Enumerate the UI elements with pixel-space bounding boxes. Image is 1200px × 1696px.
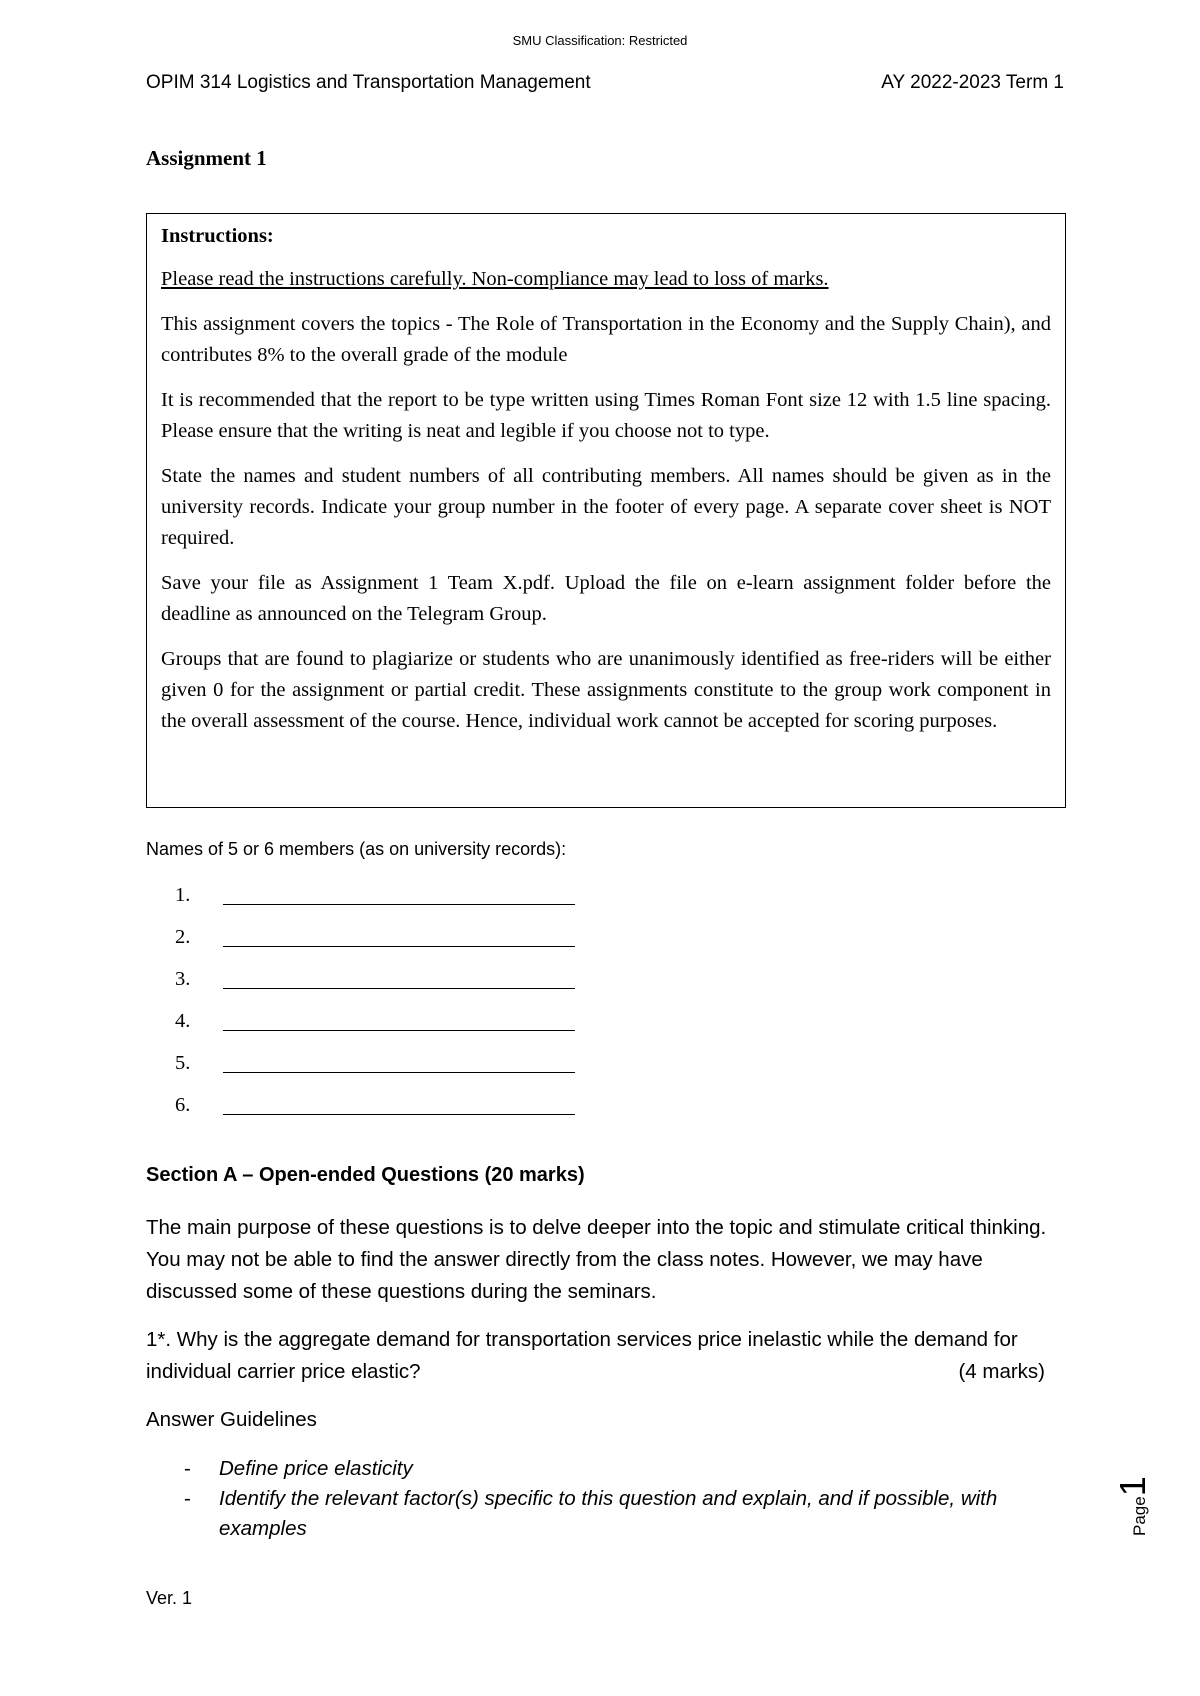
classification-label: SMU Classification: Restricted	[512, 33, 688, 48]
instructions-heading: Instructions:	[161, 225, 274, 247]
assignment-title: Assignment 1	[146, 146, 267, 170]
question-1	[146, 1324, 1066, 1388]
member-name-blank[interactable]	[223, 1010, 575, 1031]
member-entry	[175, 884, 575, 926]
members-list	[175, 884, 575, 1136]
member-entry	[175, 1094, 575, 1136]
member-number: 3.	[175, 968, 191, 990]
section-a-heading: Section A – Open-ended Questions (20 marks)	[146, 1164, 585, 1186]
member-number: 4.	[175, 1010, 191, 1032]
member-name-blank[interactable]	[223, 926, 575, 947]
course-title: OPIM 314 Logistics and Transportation Management	[146, 72, 591, 93]
instructions-paragraph: It is recommended that the report to be type written using Times Roman Font size 12 with 1.5 line spacing. Please ensure that the writing is neat and legible if you choose not to type.	[161, 389, 1051, 442]
answer-guidelines-list	[146, 1454, 1066, 1544]
member-entry	[175, 926, 575, 968]
instructions-box	[146, 213, 1066, 808]
dash-bullet-icon: -	[184, 1457, 191, 1480]
instructions-paragraph: Groups that are found to plagiarize or students who are unanimously identified as free-riders will be either given 0 for the assignment or partial credit. These assignments constitute to the group work component in the overall assessment of the course. Hence, individual work cannot be accepted for scoring purposes.	[161, 648, 1051, 732]
guideline-text: Identify the relevant factor(s) specific to this question and explain, and if possible, with examples	[219, 1487, 998, 1540]
member-name-blank[interactable]	[223, 1094, 575, 1115]
instructions-warning: Please read the instructions carefully. Non-compliance may lead to loss of marks.	[161, 268, 829, 290]
member-name-blank[interactable]	[223, 1052, 575, 1073]
answer-guidelines-label: Answer Guidelines	[146, 1408, 317, 1431]
question-1-text: 1*. Why is the aggregate demand for transportation services price inelastic while the demand for individual carrier price elastic?	[146, 1328, 1018, 1383]
guideline-text: Define price elasticity	[219, 1457, 413, 1480]
page-number-label	[1112, 1476, 1154, 1536]
guideline-item	[146, 1454, 1066, 1484]
member-name-blank[interactable]	[223, 968, 575, 989]
members-label: Names of 5 or 6 members (as on university records):	[146, 839, 567, 859]
member-entry	[175, 1010, 575, 1052]
member-number: 1.	[175, 884, 191, 906]
instructions-paragraph: This assignment covers the topics - The Role of Transportation in the Economy and the Supply Chain), and contributes 8% to the overall grade of the module	[161, 313, 1051, 366]
page-number: 1	[1112, 1476, 1153, 1497]
member-number: 2.	[175, 926, 191, 948]
member-number: 6.	[175, 1094, 191, 1116]
page-word: Page	[1130, 1496, 1149, 1536]
academic-term: AY 2022-2023 Term 1	[881, 72, 1064, 93]
version-label: Ver. 1	[146, 1588, 193, 1608]
guideline-item	[146, 1484, 1066, 1544]
instructions-paragraph: Save your file as Assignment 1 Team X.pdf. Upload the file on e-learn assignment folder before the deadline as announced on the Telegram Group.	[161, 572, 1051, 625]
section-a-intro: The main purpose of these questions is to delve deeper into the topic and stimulate critical thinking. You may not be able to find the answer directly from the class notes. However, we may have discussed some of these questions during the seminars.	[146, 1216, 1047, 1303]
member-entry	[175, 968, 575, 1010]
instructions-paragraph: State the names and student numbers of all contributing members. All names should be given as in the university records. Indicate your group number in the footer of every page. A separate cover sheet is NOT required.	[161, 465, 1051, 549]
question-1-marks: (4 marks)	[958, 1360, 1045, 1383]
member-number: 5.	[175, 1052, 191, 1074]
dash-bullet-icon: -	[184, 1487, 191, 1510]
member-name-blank[interactable]	[223, 884, 575, 905]
member-entry	[175, 1052, 575, 1094]
